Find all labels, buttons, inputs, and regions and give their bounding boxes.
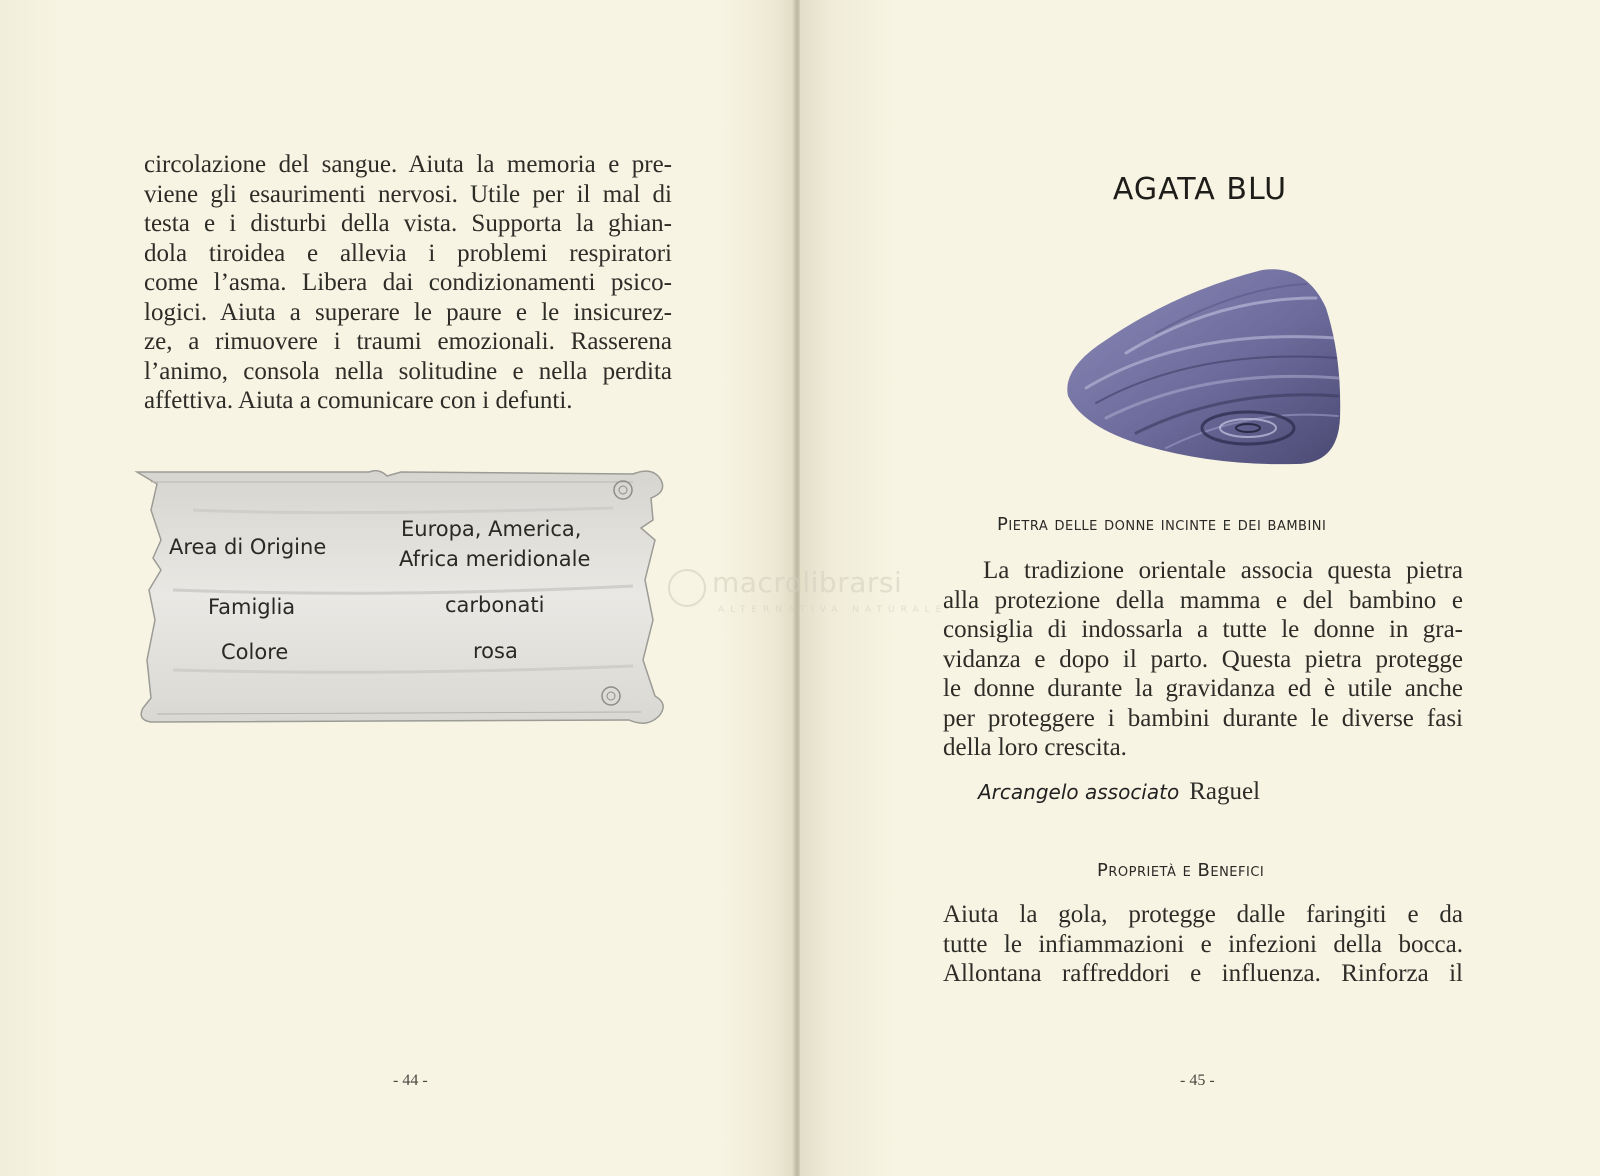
text-line: le donne durante la gravidanza ed è utile anche: [943, 675, 1463, 702]
sign-label-origin: Area di Origine: [169, 535, 327, 559]
left-page-body-text: [144, 150, 672, 416]
text-line: l’animo, consola nella solitudine e nella perdita: [144, 357, 672, 385]
stone-title: AGATA BLU: [1112, 172, 1288, 207]
text-line: consiglia di indossarla a tutte le donne in gra-: [943, 616, 1463, 643]
text-line: vidanza e dopo il parto. Questa pietra protegge: [943, 645, 1463, 673]
sign-value-color: rosa: [473, 639, 518, 663]
text-line: testa e i disturbi della vista. Supporta la ghian-: [144, 210, 672, 237]
properties-body-text: [943, 900, 1463, 989]
text-line: viene gli esaurimenti nervosi. Utile per il mal di: [144, 180, 672, 208]
text-line: circolazione del sangue. Aiuta la memoria e pre-: [144, 151, 672, 178]
properties-heading: Proprietà e Benefici: [1097, 860, 1265, 881]
parchment-info-sign: [133, 470, 673, 732]
text-line: dola tiroidea e allevia i problemi respiratori: [144, 239, 672, 267]
blue-agate-stone-image: [1066, 268, 1356, 468]
watermark-text: macrolibrarsi: [712, 566, 903, 599]
watermark-logo-icon: [668, 569, 706, 607]
text-line: Allontana raffreddori e influenza. Rinforza il: [943, 960, 1463, 987]
sign-value-origin-line2: Africa meridionale: [399, 547, 591, 571]
page-number-right: - 45 -: [1180, 1072, 1215, 1089]
watermark-subtext: ALTERNATIVA NATURALE: [718, 604, 948, 615]
associated-archangel: [978, 778, 1260, 806]
right-page-body-text: [943, 556, 1463, 763]
text-line: La tradizione orientale associa questa pietra: [983, 557, 1463, 584]
page-number-left: - 44 -: [393, 1072, 428, 1089]
sign-value-family: carbonati: [445, 593, 545, 617]
text-line: logici. Aiuta a superare le paure e le insicurez-: [144, 298, 672, 326]
sign-label-family: Famiglia: [208, 595, 296, 619]
text-line: Aiuta la gola, protegge dalle faringiti e da: [943, 901, 1463, 928]
text-line: della loro crescita.: [943, 734, 1127, 761]
text-line: come l’asma. Libera dai condizionamenti psico-: [144, 269, 672, 296]
text-line: tutte le infiammazioni e infezioni della bocca.: [943, 930, 1463, 958]
sign-label-color: Colore: [221, 640, 289, 664]
text-line: ze, a rimuovere i traumi emozionali. Rasserena: [144, 328, 672, 355]
text-line: per proteggere i bambini durante le diverse fasi: [943, 704, 1463, 732]
watermark: [668, 566, 947, 615]
archangel-value: Raguel: [1189, 778, 1261, 805]
text-line: alla protezione della mamma e del bambino e: [943, 586, 1463, 614]
archangel-label: Arcangelo associato: [978, 780, 1180, 804]
stone-subtitle: Pietra delle donne incinte e dei bambini: [997, 514, 1327, 535]
text-line: affettiva. Aiuta a comunicare con i defunti.: [144, 387, 573, 414]
sign-value-origin-line1: Europa, America,: [401, 517, 582, 541]
